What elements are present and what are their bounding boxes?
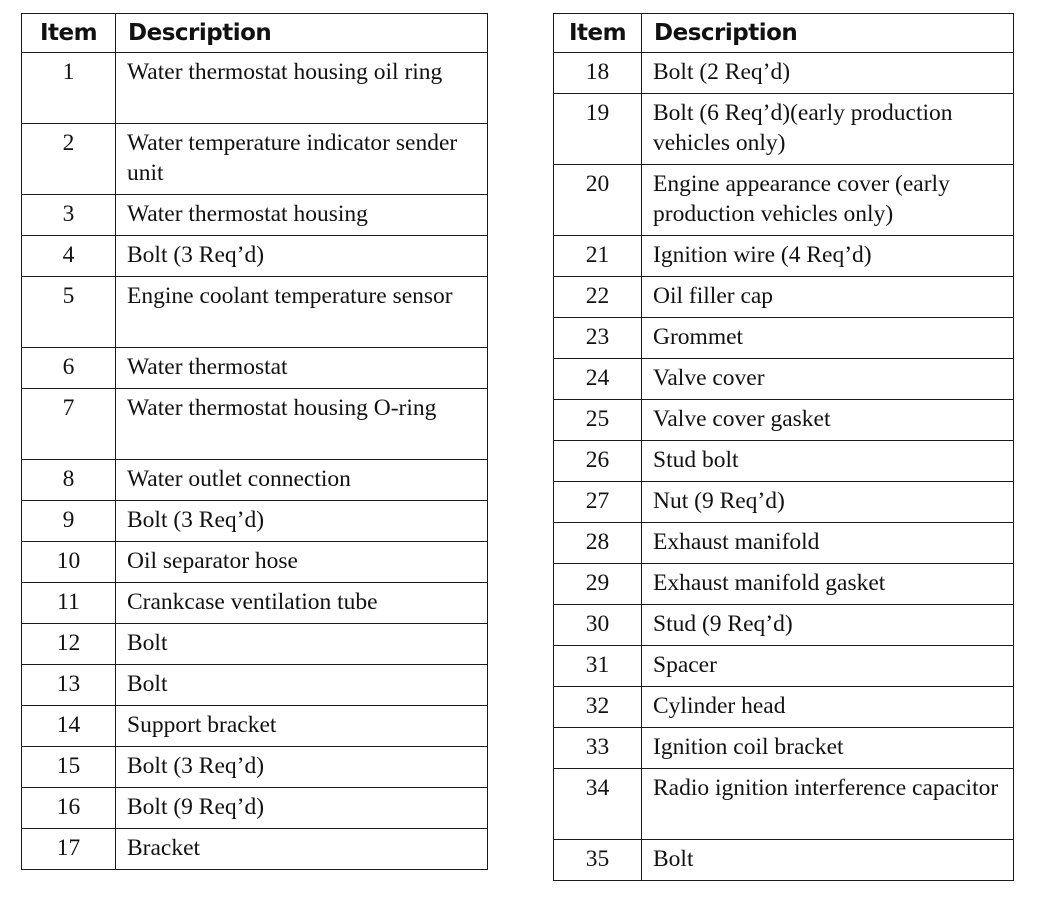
item-description: Bolt — [116, 624, 488, 665]
item-number: 5 — [22, 277, 116, 348]
item-description: Cylinder head — [642, 687, 1014, 728]
item-description: Spacer — [642, 646, 1014, 687]
item-number: 30 — [554, 605, 642, 646]
item-number: 1 — [22, 53, 116, 124]
item-description: Exhaust manifold — [642, 523, 1014, 564]
item-number: 13 — [22, 665, 116, 706]
item-description: Water thermostat housing oil ring — [116, 53, 488, 124]
item-number: 34 — [554, 769, 642, 840]
table-row — [554, 165, 1014, 236]
item-description: Exhaust manifold gasket — [642, 564, 1014, 605]
item-column-header: Item — [22, 14, 116, 53]
table-row — [22, 460, 488, 501]
item-description: Crankcase ventilation tube — [116, 583, 488, 624]
table-row — [554, 400, 1014, 441]
item-number: 29 — [554, 564, 642, 605]
table-row — [554, 605, 1014, 646]
item-number: 28 — [554, 523, 642, 564]
item-number: 18 — [554, 53, 642, 94]
parts-table-left — [21, 13, 488, 870]
item-description: Support bracket — [116, 706, 488, 747]
item-number: 15 — [22, 747, 116, 788]
description-column-header: Description — [116, 14, 488, 53]
table-row — [22, 124, 488, 195]
item-description: Ignition wire (4 Req’d) — [642, 236, 1014, 277]
item-number: 10 — [22, 542, 116, 583]
table-row — [554, 840, 1014, 881]
item-number: 11 — [22, 583, 116, 624]
item-number: 21 — [554, 236, 642, 277]
item-description: Oil separator hose — [116, 542, 488, 583]
table-row — [554, 318, 1014, 359]
table-row — [554, 441, 1014, 482]
item-number: 14 — [22, 706, 116, 747]
item-description: Water temperature indicator sender unit — [116, 124, 488, 195]
item-number: 2 — [22, 124, 116, 195]
table-row — [554, 646, 1014, 687]
item-description: Engine coolant temperature sensor — [116, 277, 488, 348]
table-row — [22, 195, 488, 236]
item-number: 9 — [22, 501, 116, 542]
item-description: Bolt (9 Req’d) — [116, 788, 488, 829]
header-row — [554, 14, 1014, 53]
item-description: Water thermostat housing O-ring — [116, 389, 488, 460]
table-row — [554, 687, 1014, 728]
table-row — [554, 482, 1014, 523]
table-row — [554, 769, 1014, 840]
item-description: Bolt — [642, 840, 1014, 881]
item-number: 35 — [554, 840, 642, 881]
table-row — [554, 523, 1014, 564]
item-number: 17 — [22, 829, 116, 870]
item-number: 32 — [554, 687, 642, 728]
item-number: 24 — [554, 359, 642, 400]
item-description: Ignition coil bracket — [642, 728, 1014, 769]
table-row — [554, 94, 1014, 165]
item-number: 20 — [554, 165, 642, 236]
item-description: Valve cover — [642, 359, 1014, 400]
table-row — [22, 236, 488, 277]
table-row — [22, 348, 488, 389]
description-column-header: Description — [642, 14, 1014, 53]
table-row — [554, 236, 1014, 277]
item-description: Grommet — [642, 318, 1014, 359]
item-number: 33 — [554, 728, 642, 769]
item-description: Nut (9 Req’d) — [642, 482, 1014, 523]
item-number: 12 — [22, 624, 116, 665]
item-description: Bolt (3 Req’d) — [116, 501, 488, 542]
item-number: 7 — [22, 389, 116, 460]
table-row — [22, 501, 488, 542]
item-column-header: Item — [554, 14, 642, 53]
item-description: Oil filler cap — [642, 277, 1014, 318]
header-row — [22, 14, 488, 53]
item-description: Radio ignition interference capacitor — [642, 769, 1014, 840]
table-row — [22, 624, 488, 665]
table-row — [22, 53, 488, 124]
table-row — [554, 564, 1014, 605]
item-number: 16 — [22, 788, 116, 829]
item-description: Bolt (2 Req’d) — [642, 53, 1014, 94]
table-row — [554, 277, 1014, 318]
item-description: Water thermostat housing — [116, 195, 488, 236]
item-description: Stud (9 Req’d) — [642, 605, 1014, 646]
item-description: Bracket — [116, 829, 488, 870]
table-row — [554, 728, 1014, 769]
table-row — [554, 359, 1014, 400]
item-number: 3 — [22, 195, 116, 236]
table-row — [22, 665, 488, 706]
item-number: 6 — [22, 348, 116, 389]
item-description: Stud bolt — [642, 441, 1014, 482]
item-description: Engine appearance cover (early production vehicles only) — [642, 165, 1014, 236]
table-row — [22, 277, 488, 348]
table-row — [22, 706, 488, 747]
table-row — [22, 583, 488, 624]
table-row — [22, 389, 488, 460]
table-row — [22, 542, 488, 583]
table-row — [22, 788, 488, 829]
item-description: Bolt — [116, 665, 488, 706]
item-description: Bolt (3 Req’d) — [116, 236, 488, 277]
item-number: 8 — [22, 460, 116, 501]
item-number: 19 — [554, 94, 642, 165]
item-number: 31 — [554, 646, 642, 687]
item-description: Water outlet connection — [116, 460, 488, 501]
item-description: Water thermostat — [116, 348, 488, 389]
item-description: Valve cover gasket — [642, 400, 1014, 441]
item-number: 22 — [554, 277, 642, 318]
item-description: Bolt (6 Req’d)(early production vehicles only) — [642, 94, 1014, 165]
table-row — [22, 747, 488, 788]
item-description: Bolt (3 Req’d) — [116, 747, 488, 788]
table-row — [22, 829, 488, 870]
item-number: 26 — [554, 441, 642, 482]
table-row — [554, 53, 1014, 94]
parts-table-right — [553, 13, 1014, 881]
item-number: 4 — [22, 236, 116, 277]
item-number: 23 — [554, 318, 642, 359]
item-number: 25 — [554, 400, 642, 441]
item-number: 27 — [554, 482, 642, 523]
